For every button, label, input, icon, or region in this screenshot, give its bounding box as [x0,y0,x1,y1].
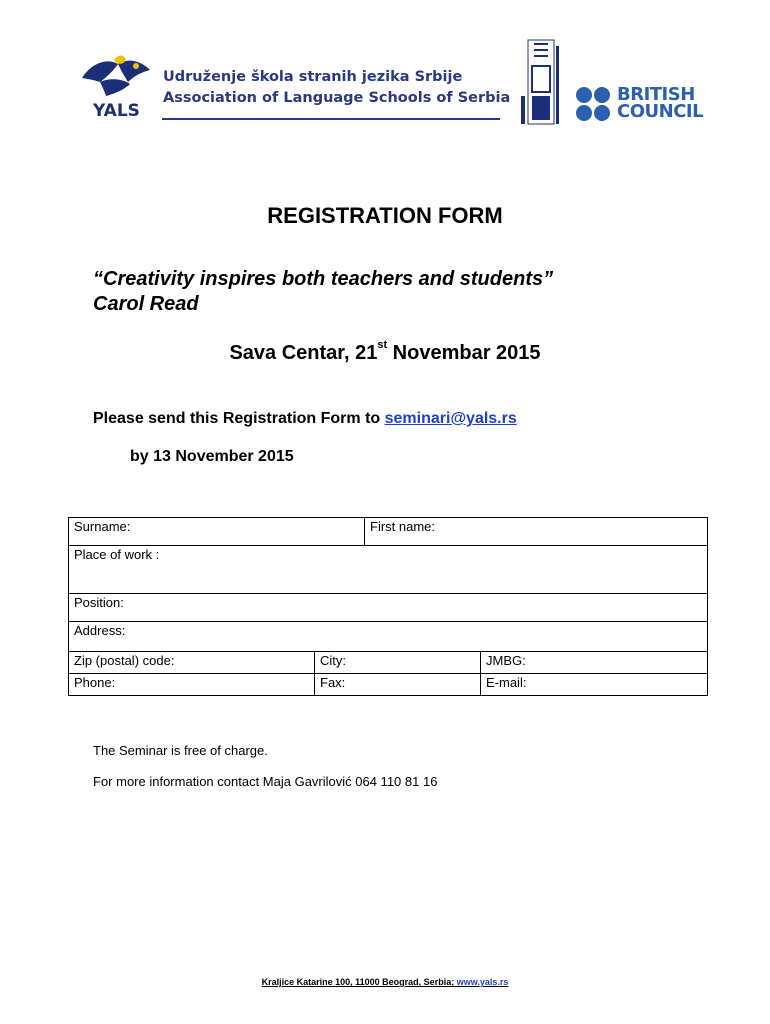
venue-suffix: Novembar 2015 [387,342,541,364]
place-of-work-label: Place of work : [74,547,160,562]
phone-label: Phone: [74,675,116,690]
email-field[interactable] [480,673,708,696]
british-council-line2: COUNCIL [617,101,704,122]
first-name-label: First name: [370,519,436,534]
email-label: E-mail: [486,675,527,690]
zip-label: Zip (postal) code: [74,653,175,668]
position-field[interactable] [68,593,708,622]
surname-field[interactable] [68,517,365,546]
seminar-quote [93,267,553,317]
fax-label: Fax: [320,675,346,690]
send-text: Please send this Registration Form to [93,410,385,427]
send-instruction [93,410,517,428]
association-name-english: Association of Language Schools of Serbia [163,90,511,106]
venue-prefix: Sava Centar, 21 [229,342,378,364]
registration-table [68,517,708,696]
position-label: Position: [74,595,124,610]
zip-field[interactable] [68,651,315,674]
venue-date [0,339,770,365]
british-council-line1: BRITISH [617,84,695,105]
header-divider [162,118,500,120]
first-name-field[interactable] [364,517,708,546]
city-label: City: [320,653,346,668]
british-council-dots-icon [575,86,615,122]
venue-sup: st [377,339,388,351]
city-field[interactable] [314,651,481,674]
fax-field[interactable] [314,673,481,696]
place-of-work-field[interactable] [68,545,708,594]
association-name-serbian: Udruženje škola stranih jezika Srbije [163,69,463,85]
surname-label: Surname: [74,519,131,534]
website-link[interactable]: www.yals.rs [456,977,509,987]
jmbg-label: JMBG: [486,653,526,668]
address-field[interactable] [68,621,708,652]
free-of-charge-note: The Seminar is free of charge. [93,743,268,758]
phone-field[interactable] [68,673,315,696]
contact-note: For more information contact Maja Gavrilović 064 110 81 16 [93,774,438,789]
quote-text: “Creativity inspires both teachers and students” [93,268,554,290]
yals-wordmark: YALS [93,101,140,121]
quote-author: Carol Read [93,293,199,315]
jmbg-field[interactable] [480,651,708,674]
deadline: by 13 November 2015 [130,448,294,465]
footer-address [0,977,770,987]
footer-address-text: Kraljice Katarine 100, 11000 Beograd, Serbia; [261,977,457,987]
address-label: Address: [74,623,126,638]
page-title: REGISTRATION FORM [267,203,503,228]
email-link[interactable]: seminari@yals.rs [384,410,517,427]
eaquals-logo-icon [518,36,562,128]
